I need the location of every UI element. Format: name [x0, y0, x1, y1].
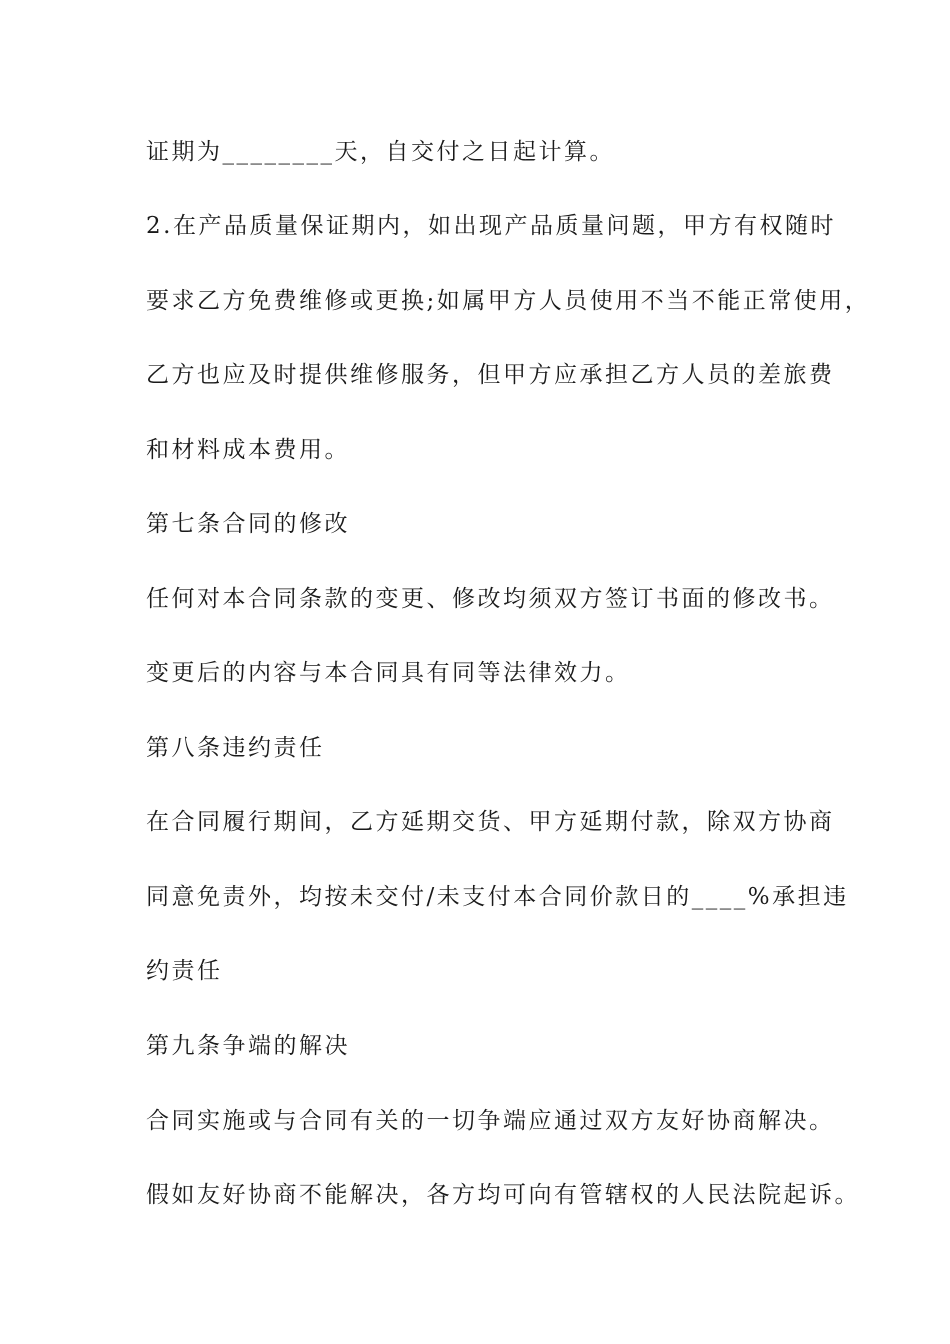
article-9-heading: 第九条争端的解决 — [146, 1033, 350, 1059]
article-8-line-1: 在合同履行期间，乙方延期交货、甲方延期付款，除双方协商 — [146, 809, 835, 835]
clause-2-line-4: 和材料成本费用。 — [146, 437, 350, 463]
article-9-line-2: 假如友好协商不能解决，各方均可向有管辖权的人民法院起诉。 — [146, 1182, 860, 1208]
article-7-heading: 第七条合同的修改 — [146, 511, 350, 537]
article-9-line-1: 合同实施或与合同有关的一切争端应通过双方友好协商解决。 — [146, 1108, 835, 1134]
article-8-line-2: 同意免责外，均按未交付/未支付本合同价款日的____%承担违 — [146, 884, 849, 910]
clause-2-line-3: 乙方也应及时提供维修服务，但甲方应承担乙方人员的差旅费 — [146, 362, 835, 388]
warranty-period-line: 证期为________天，自交付之日起计算。 — [146, 139, 615, 165]
article-8-line-3: 约责任 — [146, 958, 223, 984]
article-7-line-2: 变更后的内容与本合同具有同等法律效力。 — [146, 660, 631, 686]
article-8-heading: 第八条违约责任 — [146, 735, 325, 761]
clause-2-line-2: 要求乙方免费维修或更换;如属甲方人员使用不当不能正常使用， — [146, 288, 871, 314]
clause-2-line-1: 2.在产品质量保证期内，如出现产品质量问题，甲方有权随时 — [146, 213, 836, 239]
article-7-line-1: 任何对本合同条款的变更、修改均须双方签订书面的修改书。 — [146, 586, 835, 612]
